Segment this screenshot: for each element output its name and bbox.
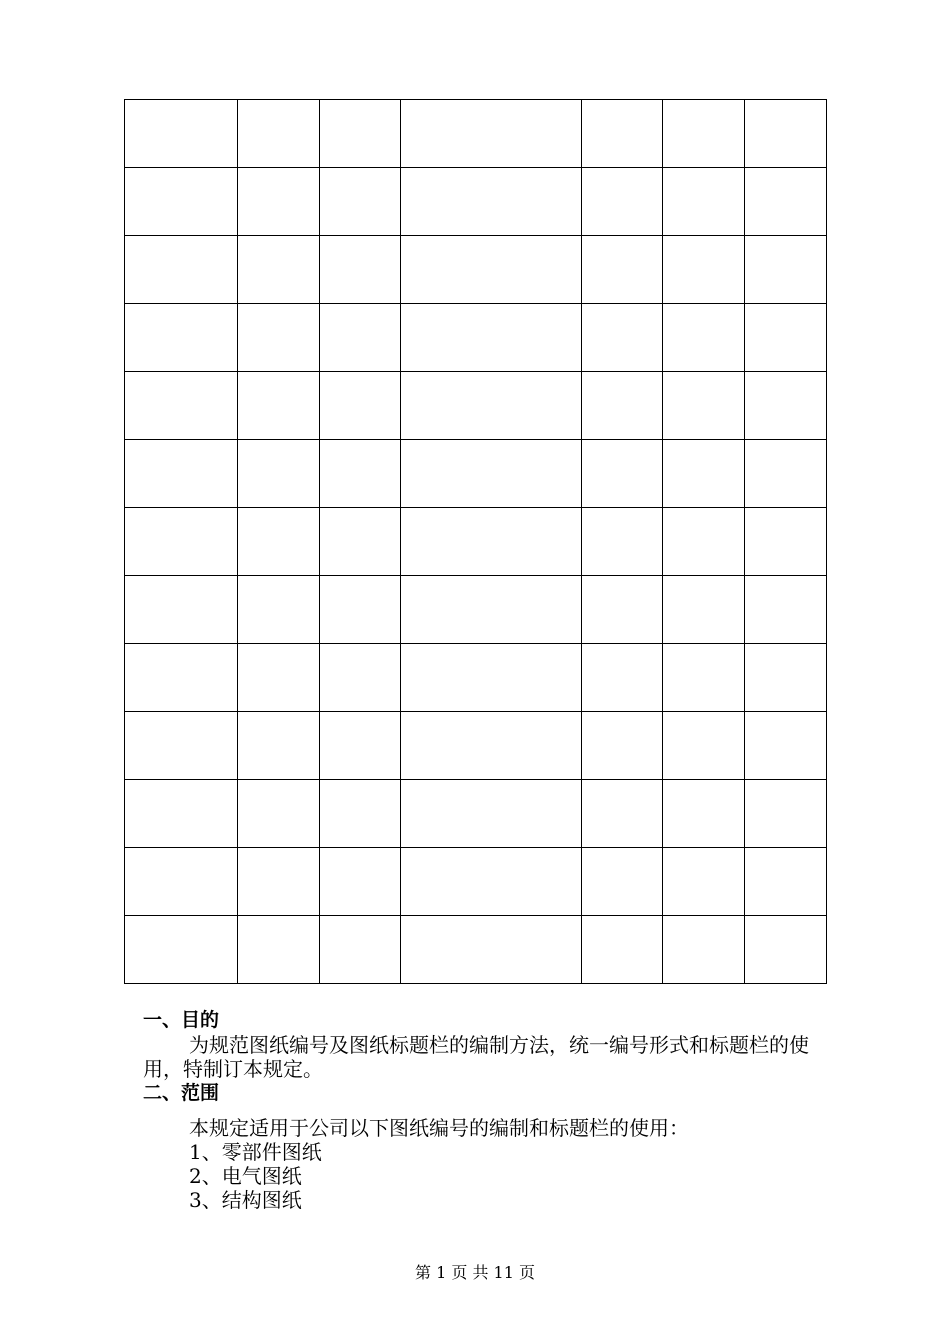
table-row bbox=[125, 576, 827, 644]
table-cell bbox=[663, 236, 745, 304]
table-cell bbox=[320, 644, 401, 712]
table-cell bbox=[125, 440, 238, 508]
table-cell bbox=[663, 440, 745, 508]
table-cell bbox=[582, 712, 663, 780]
table-cell bbox=[663, 712, 745, 780]
table-row bbox=[125, 304, 827, 372]
table-cell bbox=[320, 168, 401, 236]
table-cell bbox=[582, 508, 663, 576]
table-cell bbox=[125, 508, 238, 576]
table-cell bbox=[238, 508, 320, 576]
table-cell bbox=[238, 644, 320, 712]
table-cell bbox=[663, 372, 745, 440]
table-cell bbox=[745, 576, 827, 644]
table-cell bbox=[320, 372, 401, 440]
table-cell bbox=[401, 848, 582, 916]
table-row bbox=[125, 100, 827, 168]
table-cell bbox=[582, 168, 663, 236]
table-cell bbox=[745, 372, 827, 440]
table-row bbox=[125, 372, 827, 440]
table-row bbox=[125, 848, 827, 916]
table-cell bbox=[125, 168, 238, 236]
table-cell bbox=[745, 712, 827, 780]
table-cell bbox=[663, 168, 745, 236]
table-cell bbox=[320, 916, 401, 984]
table-cell bbox=[320, 304, 401, 372]
table-cell bbox=[401, 780, 582, 848]
table-cell bbox=[582, 440, 663, 508]
table-cell bbox=[745, 236, 827, 304]
table-cell bbox=[401, 712, 582, 780]
table-cell bbox=[582, 916, 663, 984]
table-cell bbox=[401, 168, 582, 236]
table-cell bbox=[745, 440, 827, 508]
table-cell bbox=[238, 916, 320, 984]
table-cell bbox=[125, 100, 238, 168]
table-cell bbox=[125, 848, 238, 916]
table-row bbox=[125, 780, 827, 848]
table-cell bbox=[320, 780, 401, 848]
table-cell bbox=[125, 712, 238, 780]
table-row bbox=[125, 644, 827, 712]
scope-item-parts: 1、零部件图纸 bbox=[189, 1140, 322, 1164]
table-cell bbox=[238, 372, 320, 440]
table-cell bbox=[125, 916, 238, 984]
table-cell bbox=[401, 100, 582, 168]
table-cell bbox=[663, 576, 745, 644]
table-cell bbox=[238, 236, 320, 304]
table-cell bbox=[320, 712, 401, 780]
table-cell bbox=[320, 236, 401, 304]
table-cell bbox=[745, 508, 827, 576]
table-cell bbox=[663, 916, 745, 984]
table-cell bbox=[745, 644, 827, 712]
table-cell bbox=[238, 576, 320, 644]
table-cell bbox=[401, 372, 582, 440]
table-cell bbox=[320, 576, 401, 644]
table-cell bbox=[320, 100, 401, 168]
table-cell bbox=[401, 304, 582, 372]
scope-item-structural: 3、结构图纸 bbox=[189, 1188, 302, 1212]
table-cell bbox=[745, 304, 827, 372]
table-cell bbox=[663, 848, 745, 916]
table-cell bbox=[663, 100, 745, 168]
table-cell bbox=[582, 576, 663, 644]
table-cell bbox=[745, 168, 827, 236]
table-cell bbox=[582, 236, 663, 304]
table-cell bbox=[320, 508, 401, 576]
table-row bbox=[125, 712, 827, 780]
table-row bbox=[125, 236, 827, 304]
table-cell bbox=[582, 372, 663, 440]
table-cell bbox=[238, 100, 320, 168]
table-cell bbox=[745, 848, 827, 916]
table-cell bbox=[125, 236, 238, 304]
page-number-footer: 第 1 页 共 11 页 bbox=[415, 1263, 535, 1282]
purpose-paragraph: 为规范图纸编号及图纸标题栏的编制方法，统一编号形式和标题栏的使用，特制订本规定。 bbox=[143, 1033, 809, 1081]
table-cell bbox=[125, 780, 238, 848]
table-cell bbox=[125, 304, 238, 372]
table-cell bbox=[238, 712, 320, 780]
table-cell bbox=[582, 304, 663, 372]
table-cell bbox=[401, 236, 582, 304]
table-cell bbox=[401, 508, 582, 576]
table-cell bbox=[401, 644, 582, 712]
table-cell bbox=[663, 304, 745, 372]
table-cell bbox=[401, 916, 582, 984]
revision-record-table bbox=[124, 99, 827, 984]
table-cell bbox=[125, 644, 238, 712]
table-cell bbox=[238, 168, 320, 236]
table-cell bbox=[320, 848, 401, 916]
table-cell bbox=[125, 576, 238, 644]
table-body bbox=[125, 100, 827, 984]
table-cell bbox=[582, 100, 663, 168]
table-cell bbox=[582, 848, 663, 916]
table-row bbox=[125, 916, 827, 984]
scope-intro: 本规定适用于公司以下图纸编号的编制和标题栏的使用： bbox=[189, 1116, 689, 1140]
table-cell bbox=[663, 508, 745, 576]
table-cell bbox=[238, 440, 320, 508]
table-row bbox=[125, 508, 827, 576]
table-cell bbox=[238, 304, 320, 372]
table-cell bbox=[401, 440, 582, 508]
table-cell bbox=[320, 440, 401, 508]
scope-heading: 二、范围 bbox=[143, 1082, 220, 1104]
document-body bbox=[143, 1008, 823, 1212]
table-cell bbox=[401, 576, 582, 644]
table-cell bbox=[745, 916, 827, 984]
scope-item-electrical: 2、电气图纸 bbox=[189, 1164, 302, 1188]
table-cell bbox=[745, 780, 827, 848]
table-row bbox=[125, 440, 827, 508]
table-cell bbox=[663, 780, 745, 848]
table-cell bbox=[663, 644, 745, 712]
table-cell bbox=[745, 100, 827, 168]
table-cell bbox=[125, 372, 238, 440]
table-cell bbox=[238, 780, 320, 848]
purpose-heading: 一、目的 bbox=[143, 1009, 220, 1031]
table-cell bbox=[582, 644, 663, 712]
table-row bbox=[125, 168, 827, 236]
table-cell bbox=[238, 848, 320, 916]
table-cell bbox=[582, 780, 663, 848]
